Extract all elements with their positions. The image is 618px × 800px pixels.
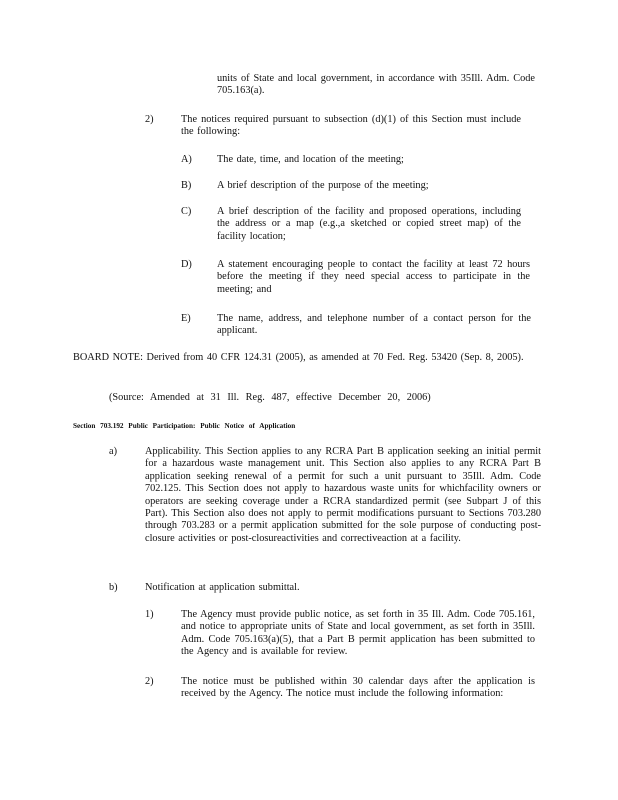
subitem-d-label: D) <box>181 259 192 270</box>
subitem-b-label: B) <box>181 180 192 191</box>
subsection-a-label: a) <box>109 446 117 457</box>
subitem-e-label: E) <box>181 313 191 324</box>
subitem-b-text: A brief description of the purpose of the meeting; <box>217 180 429 191</box>
item-2-text: The notices required pursuant to subsection (d)(1) of this Section must include the following: <box>181 114 521 138</box>
subitem-d-text: A statement encouraging people to contact the facility at least 72 hours before the meeting if they need special access to participate in the meeting; and <box>217 259 530 295</box>
source-note: (Source: Amended at 31 Ill. Reg. 487, effective December 20, 2006) <box>109 392 431 403</box>
subitem-a-label: A) <box>181 154 192 165</box>
continuation-text: units of State and local government, in accordance with 35Ill. Adm. Code 705.163(a). <box>217 73 535 97</box>
subsection-b-text: Notification at application submittal. <box>145 582 300 593</box>
subitem-a-text: The date, time, and location of the meeting; <box>217 154 404 165</box>
subsection-b-item-1-text: The Agency must provide public notice, as set forth in 35 Ill. Adm. Code 705.161, and notice to appropriate units of State and local government, as set forth in 35Ill. Adm. Code 705.163(a)(5), that a Part B permit application has been submitted to the Agency and is available for review. <box>181 609 535 658</box>
subitem-c-label: C) <box>181 206 192 217</box>
item-2-label: 2) <box>145 114 154 125</box>
subitem-e-text: The name, address, and telephone number of a contact person for the applicant. <box>217 313 531 337</box>
subsection-b-item-1-label: 1) <box>145 609 154 620</box>
section-heading: Section 703.192 Public Participation: Public Notice of Application <box>73 422 296 430</box>
subsection-b-item-2-text: The notice must be published within 30 calendar days after the application is received by the Agency. The notice must include the following information: <box>181 676 535 700</box>
subitem-c-text: A brief description of the facility and proposed operations, including the address or a map (e.g.,a sketched or copied street map) of the facility location; <box>217 206 521 242</box>
subsection-b-label: b) <box>109 582 118 593</box>
subsection-a-text: Applicability. This Section applies to any RCRA Part B application seeking an initial permit for a hazardous waste management unit. This Section also applies to any RCRA Part B application seeking renewal of a permit for such a unit pursuant to 35Ill. Adm. Code 702.125. This Section does not apply to hazardous waste units for whichfacility owners or operators are seeking coverage under a RCRA standardized permit (see Subpart J of this Part). This Section also does not apply to permit modifications pursuant to Sections 703.280 through 703.283 or a permit application submitted for the sole purpose of conducting post-closure activities or post-closureactivities and correctiveaction at a facility. <box>145 446 541 544</box>
board-note: BOARD NOTE: Derived from 40 CFR 124.31 (2005), as amended at 70 Fed. Reg. 53420 (Sep. 8, 2005). <box>73 352 524 363</box>
subsection-b-item-2-label: 2) <box>145 676 154 687</box>
